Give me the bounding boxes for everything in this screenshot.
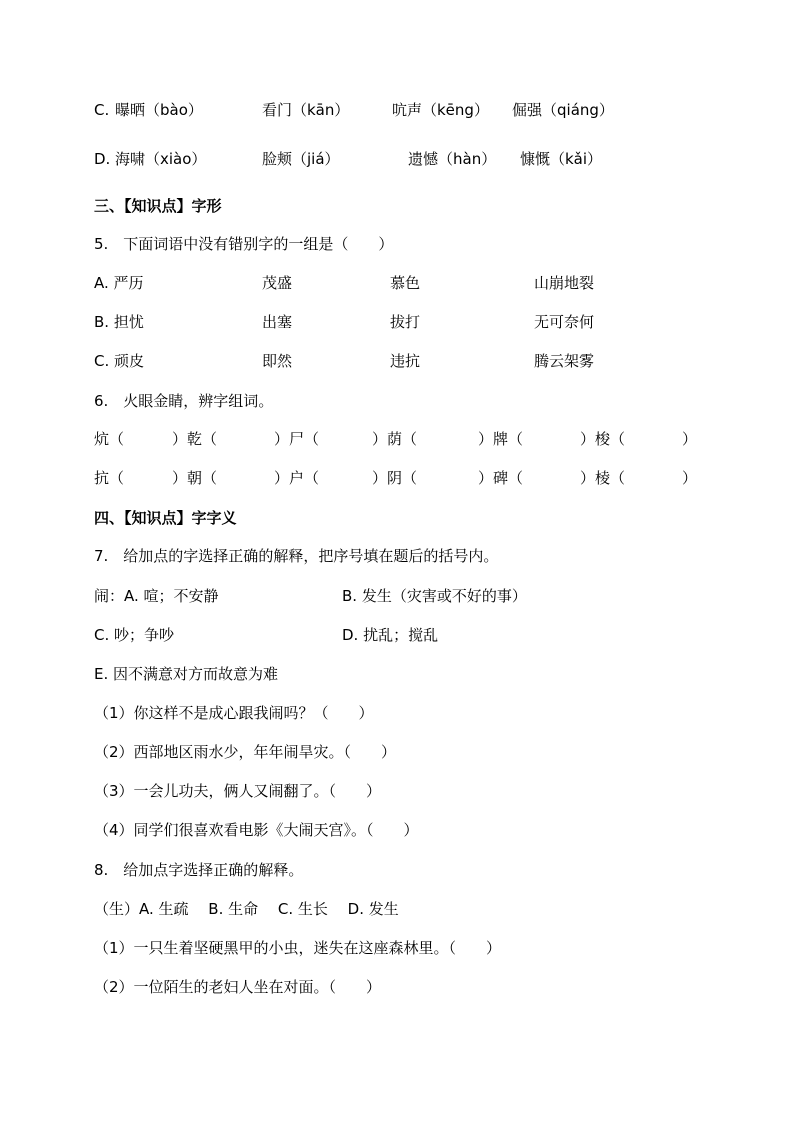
option-item: 即然 — [262, 352, 293, 370]
q7-sub-1: （1）你这样不是成心跟我闹吗？（ ） — [94, 704, 374, 722]
option-item: 曝晒（bào） — [115, 101, 203, 119]
q6-cell: ）户（ — [274, 469, 320, 487]
option-label: C. 顽皮 — [94, 352, 145, 370]
option-item: 茂盛 — [262, 274, 293, 292]
q6-cell: ）牌（ — [478, 430, 524, 448]
q7-option-a: 闹：A. 喧；不安静 — [94, 587, 219, 605]
q6-cell: ）尸（ — [274, 430, 320, 448]
q5-option-a — [0, 273, 794, 293]
option-label: A. 严历 — [94, 274, 144, 292]
q7-sub-4: （4）同学们很喜欢看电影《大闹天宫》。（ ） — [94, 821, 419, 839]
q6-row-2 — [0, 468, 794, 488]
option-item: 看门（kān） — [262, 101, 350, 119]
q7-options-ab — [0, 586, 794, 606]
q6-row-1 — [0, 429, 794, 449]
section-heading-4: 四、【知识点】字字义 — [94, 509, 237, 527]
option-item: 腾云架雾 — [534, 352, 595, 370]
option-label: D. — [94, 150, 111, 168]
q6-cell: 抗（ — [94, 469, 125, 487]
q6-cell: 炕（ — [94, 430, 125, 448]
q6-cell: ）碑（ — [478, 469, 524, 487]
option-label: C. — [94, 101, 110, 119]
option-item: 脸颊（jiá） — [262, 150, 340, 168]
q7-options-cd — [0, 625, 794, 645]
q7-option-c: C. 吵；争吵 — [94, 626, 175, 644]
q6-cell: ）乾（ — [172, 430, 218, 448]
q5-option-b — [0, 312, 794, 332]
q8-stem: 8. 给加点字选择正确的解释。 — [94, 861, 304, 879]
q6-cell: ）荫（ — [372, 430, 418, 448]
option-item: 倔强（qiáng） — [512, 101, 614, 119]
q6-cell: ）阴（ — [372, 469, 418, 487]
q4-option-c — [0, 100, 794, 120]
option-item: 无可奈何 — [534, 313, 595, 331]
q6-cell: ）梭（ — [580, 430, 626, 448]
q7-option-e: E. 因不满意对方而故意为难 — [94, 665, 279, 683]
option-item: 违抗 — [390, 352, 421, 370]
option-item: 海啸（xiào） — [115, 150, 207, 168]
option-item: 山崩地裂 — [534, 274, 595, 292]
q6-cell: ） — [682, 469, 698, 487]
q5-stem: 5. 下面词语中没有错别字的一组是（ ） — [94, 235, 394, 253]
option-item: 吭声（kēng） — [392, 101, 489, 119]
q7-option-b: B. 发生（灾害或不好的事） — [342, 587, 527, 605]
q6-cell: ） — [682, 430, 698, 448]
q6-stem: 6. 火眼金睛，辨字组词。 — [94, 392, 274, 410]
option-label: B. 担忧 — [94, 313, 144, 331]
q7-sub-3: （3）一会儿功夫，俩人又闹翻了。（ ） — [94, 782, 382, 800]
section-heading-3: 三、【知识点】字形 — [94, 197, 222, 215]
q7-stem: 7. 给加点的字选择正确的解释，把序号填在题后的括号内。 — [94, 547, 499, 565]
q5-option-c — [0, 351, 794, 371]
q6-cell: ）棱（ — [580, 469, 626, 487]
option-item: 慷慨（kǎi） — [520, 150, 603, 168]
option-item: 慕色 — [390, 274, 421, 292]
q7-sub-2: （2）西部地区雨水少，年年闹旱灾。（ ） — [94, 743, 397, 761]
option-item: 遗憾（hàn） — [408, 150, 497, 168]
q4-option-d — [0, 149, 794, 169]
option-item: 拔打 — [390, 313, 421, 331]
q6-cell: ）朝（ — [172, 469, 218, 487]
q8-options: （生）A. 生疏 B. 生命 C. 生长 D. 发生 — [94, 900, 399, 918]
q8-sub-1: （1）一只生着坚硬黑甲的小虫，迷失在这座森林里。（ ） — [94, 939, 502, 957]
q8-sub-2: （2）一位陌生的老妇人坐在对面。（ ） — [94, 978, 382, 996]
q7-option-d: D. 扰乱；搅乱 — [342, 626, 439, 644]
option-item: 出塞 — [262, 313, 293, 331]
